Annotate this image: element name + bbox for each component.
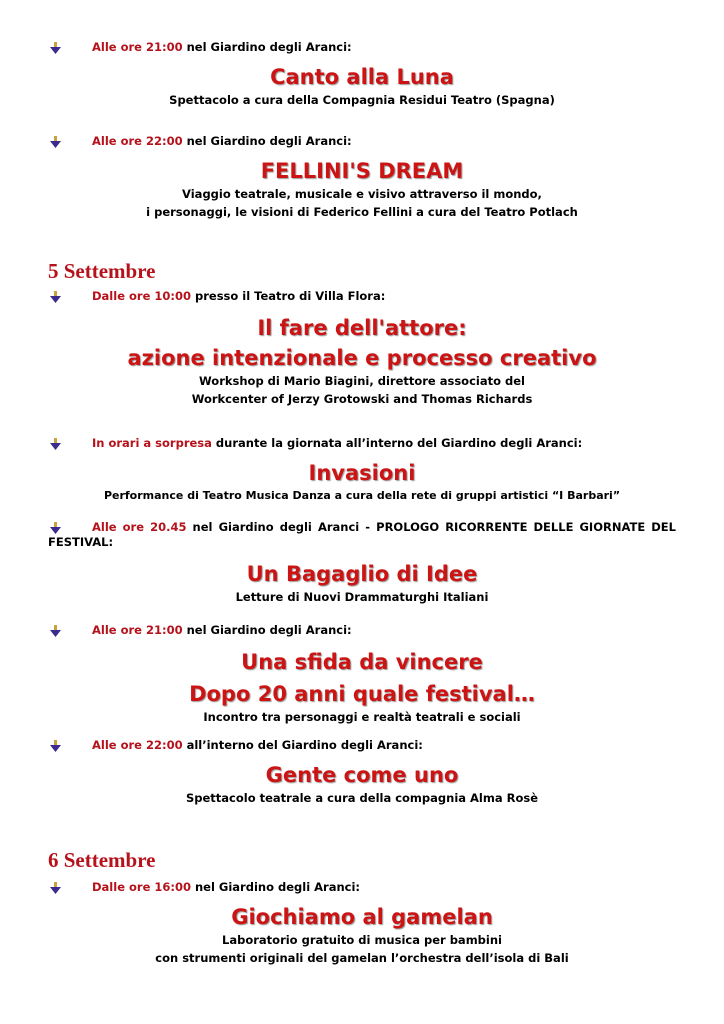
event-title: azione intenzionale e processo creativo — [127, 346, 597, 370]
event-description: Performance di Teatro Musica Danza a cura della rete di gruppi artistici “I Barbari” — [103, 489, 621, 502]
event-description: i personaggi, le visioni di Federico Fellini a cura del Teatro Potlach — [146, 205, 578, 219]
entry-header — [48, 289, 676, 304]
entry-place: nel Giardino degli Aranci: — [190, 880, 361, 894]
arrow-down-bullet-icon — [50, 438, 61, 450]
event-description: Workshop di Mario Biagini, direttore associato del — [199, 374, 525, 388]
entry-time: Alle ore 22:00 — [92, 134, 183, 148]
entry-time: In orari a sorpresa — [92, 436, 212, 450]
day-heading: 5 Settembre — [48, 259, 156, 283]
event-description: Viaggio teatrale, musicale e visivo attraverso il mondo, — [182, 187, 542, 201]
event-title: Dopo 20 anni quale festival… — [189, 682, 535, 706]
event-description: Spettacolo a cura della Compagnia Residui Teatro (Spagna) — [169, 93, 555, 107]
day-heading: 6 Settembre — [48, 848, 156, 872]
event-title: Canto alla Luna — [270, 65, 454, 89]
program-entry — [48, 436, 676, 505]
entry-time: Dalle ore 16:00 — [92, 880, 191, 894]
arrow-down-bullet-icon — [50, 740, 61, 752]
program-entry — [48, 738, 676, 807]
entry-place: presso il Teatro di Villa Flora: — [190, 289, 386, 303]
event-description: Spettacolo teatrale a cura della compagnia Alma Rosè — [185, 791, 539, 805]
event-description: Laboratorio gratuito di musica per bambini — [222, 933, 502, 947]
entry-header — [48, 40, 676, 55]
program-entry — [48, 623, 676, 726]
arrow-down-bullet-icon — [50, 42, 61, 54]
event-description: Workcenter of Jerzy Grotowski and Thomas Richards — [191, 392, 533, 406]
event-title: FELLINI'S DREAM — [260, 159, 464, 183]
event-description: con strumenti originali del gamelan l’orchestra dell’isola di Bali — [155, 951, 569, 965]
entry-place: durante la giornata all’interno del Giardino degli Aranci: — [211, 436, 583, 450]
entry-header — [48, 134, 676, 149]
entry-header — [48, 738, 676, 753]
arrow-down-bullet-icon — [50, 291, 61, 303]
entry-header — [48, 880, 676, 895]
program-entry — [48, 134, 676, 221]
event-description: Letture di Nuovi Drammaturghi Italiani — [235, 590, 489, 604]
entry-time: Alle ore 20.45 — [92, 520, 187, 534]
program-entry — [48, 40, 676, 109]
entry-time: Dalle ore 10:00 — [92, 289, 191, 303]
entry-place: nel Giardino degli Aranci: — [182, 40, 352, 54]
arrow-down-bullet-icon — [50, 882, 61, 894]
arrow-down-bullet-icon — [50, 522, 61, 534]
event-title: Invasioni — [308, 461, 416, 485]
entry-place: nel Giardino degli Aranci - PROLOGO RICORRENTE DELLE GIORNATE DEL FESTIVAL: — [48, 520, 676, 549]
entry-time: Alle ore 21:00 — [92, 40, 183, 54]
entry-header — [48, 436, 676, 451]
entry-header — [48, 623, 676, 638]
program-entry — [48, 520, 676, 606]
program-entry — [48, 880, 676, 967]
event-title: Un Bagaglio di Idee — [246, 562, 478, 586]
event-title: Gente come uno — [265, 763, 459, 787]
arrow-down-bullet-icon — [50, 625, 61, 637]
arrow-down-bullet-icon — [50, 136, 61, 148]
event-title: Giochiamo al gamelan — [231, 905, 493, 929]
event-title: Il fare dell'attore: — [257, 316, 467, 340]
entry-place: nel Giardino degli Aranci: — [182, 623, 352, 637]
entry-place: nel Giardino degli Aranci: — [182, 134, 352, 148]
event-title: Una sfida da vincere — [241, 650, 483, 674]
program-entry — [48, 289, 676, 408]
entry-time: Alle ore 22:00 — [92, 738, 183, 752]
entry-place: all’interno del Giardino degli Aranci: — [182, 738, 423, 752]
event-description: Incontro tra personaggi e realtà teatrali e sociali — [203, 710, 521, 724]
entry-time: Alle ore 21:00 — [92, 623, 183, 637]
entry-header — [48, 520, 676, 550]
